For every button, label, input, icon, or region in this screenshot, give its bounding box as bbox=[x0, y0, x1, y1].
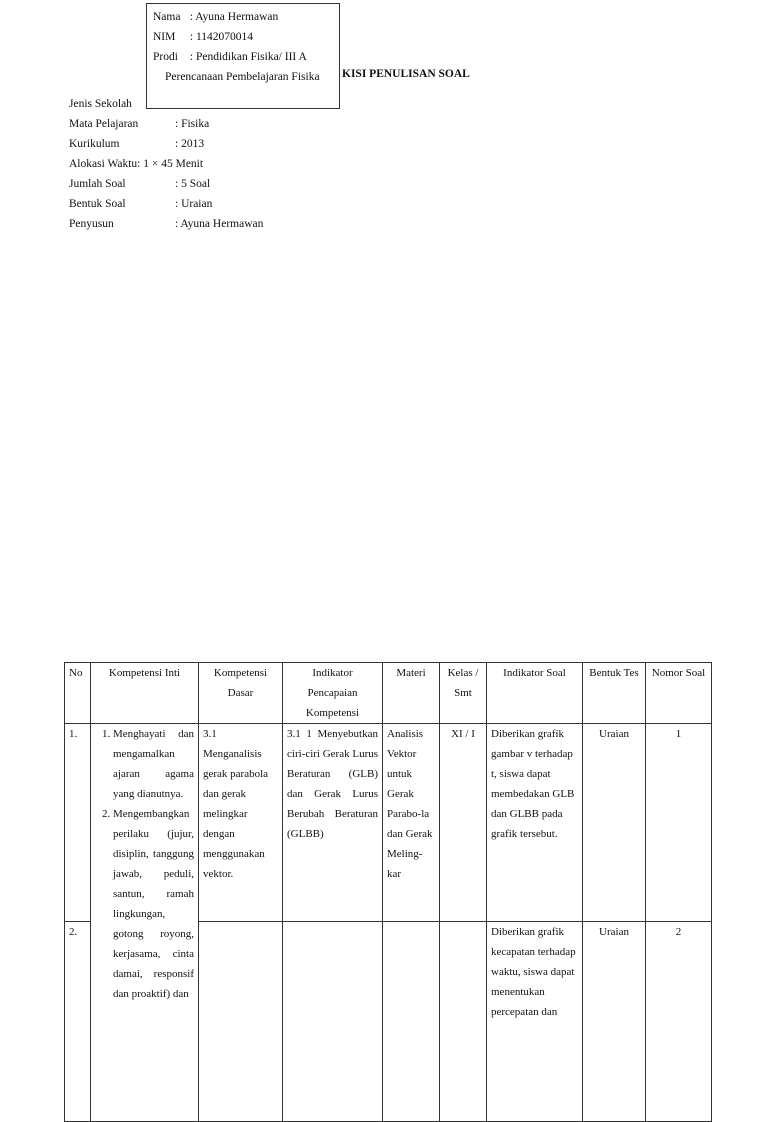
cell-indikator-pencapaian bbox=[283, 922, 383, 1122]
nim-value: : 1142070014 bbox=[189, 31, 254, 43]
meta-label: Bentuk Soal bbox=[69, 198, 126, 210]
cell-no: 1. bbox=[65, 724, 91, 922]
header-indikator-soal: Indikator Soal bbox=[487, 663, 583, 724]
cell-materi bbox=[383, 922, 440, 1122]
header-materi: Materi bbox=[383, 663, 440, 724]
identity-prodi-row bbox=[153, 47, 333, 67]
meta-label: Mata Pelajaran bbox=[69, 118, 139, 130]
nim-label: NIM bbox=[153, 31, 176, 43]
prodi-label: Prodi bbox=[153, 51, 178, 63]
list-item: 1. Menghayati dan mengamalkan ajaran agama yang dianutnya. bbox=[113, 724, 194, 804]
meta-label: Jenis Sekolah bbox=[69, 98, 132, 110]
cell-nomor-soal: 2 bbox=[646, 922, 712, 1122]
header-kelas-smt: Kelas / Smt bbox=[440, 663, 487, 724]
kisi-table bbox=[64, 662, 712, 1122]
meta-row-kurikulum bbox=[69, 134, 263, 154]
header-kompetensi-dasar: Kompetensi Dasar bbox=[199, 663, 283, 724]
cell-bentuk-tes: Uraian bbox=[583, 724, 646, 922]
cell-materi: Analisis Vektor untuk Gerak Parabo-la dan Gerak Meling-kar bbox=[383, 724, 440, 922]
meta-value: : 5 Soal bbox=[175, 178, 211, 190]
meta-value: : Fisika bbox=[175, 118, 210, 130]
cell-indikator-pencapaian: 3.1 1 Menyebutkan ciri-ciri Gerak Lurus Beraturan (GLB) dan Gerak Lurus Berubah Beraturan (GLBB) bbox=[283, 724, 383, 922]
meta-value: : Uraian bbox=[175, 198, 213, 210]
meta-row-alokasi-waktu bbox=[69, 154, 263, 174]
cell-bentuk-tes: Uraian bbox=[583, 922, 646, 1122]
cell-indikator-soal: Diberikan grafik kecapatan terhadap waktu, siswa dapat menentukan percepatan dan bbox=[487, 922, 583, 1122]
identity-nama-row bbox=[153, 7, 333, 27]
meta-row-jumlah-soal bbox=[69, 174, 263, 194]
course-name: Perencanaan Pembelajaran Fisika bbox=[165, 71, 320, 83]
list-item: 2. Mengembangkan perilaku (jujur, disiplin, tanggung jawab, peduli, santun, ramah lingkungan, gotong royong, kerjasama, cinta damai, responsif dan proaktif) dan bbox=[113, 804, 194, 1004]
header-indikator-pencapaian: Indikator Pencapaian Kompetensi bbox=[283, 663, 383, 724]
header-bentuk-tes: Bentuk Tes bbox=[583, 663, 646, 724]
meta-label: Alokasi Waktu: 1 × 45 Menit bbox=[69, 158, 204, 170]
header-no: No bbox=[65, 663, 91, 724]
nama-label: Nama bbox=[153, 11, 181, 23]
meta-value: : Ayuna Hermawan bbox=[175, 218, 264, 230]
meta-label: Kurikulum bbox=[69, 138, 120, 150]
cell-indikator-soal: Diberikan grafik gambar v terhadap t, siswa dapat membedakan GLB dan GLBB pada grafik tersebut. bbox=[487, 724, 583, 922]
cell-no: 2. bbox=[65, 922, 91, 1122]
meta-row-jenis-sekolah bbox=[69, 94, 263, 114]
header-nomor-soal: Nomor Soal bbox=[646, 663, 712, 724]
cell-nomor-soal: 1 bbox=[646, 724, 712, 922]
cell-kompetensi-inti bbox=[91, 724, 199, 1122]
prodi-value: : Pendidikan Fisika/ III A bbox=[189, 51, 307, 63]
cell-kompetensi-dasar bbox=[199, 922, 283, 1122]
meta-label: Penyusun bbox=[69, 218, 114, 230]
meta-value: : 2013 bbox=[175, 138, 205, 150]
meta-label: Jumlah Soal bbox=[69, 178, 126, 190]
meta-row-bentuk-soal bbox=[69, 194, 263, 214]
meta-row-mata-pelajaran bbox=[69, 114, 263, 134]
table-row bbox=[65, 724, 712, 922]
cell-kompetensi-dasar: 3.1 Menganalisis gerak parabola dan gerak melingkar dengan menggunakan vektor. bbox=[199, 724, 283, 922]
cell-kelas: XI / I bbox=[440, 724, 487, 922]
identity-nim-row bbox=[153, 27, 333, 47]
cell-kelas bbox=[440, 922, 487, 1122]
kompetensi-inti-list bbox=[95, 724, 194, 1004]
meta-row-penyusun bbox=[69, 214, 263, 234]
table-header-row bbox=[65, 663, 712, 724]
document-title: KISI PENULISAN SOAL bbox=[342, 68, 470, 80]
nama-value: : Ayuna Hermawan bbox=[189, 11, 279, 23]
meta-list bbox=[69, 94, 263, 234]
header-kompetensi-inti: Kompetensi Inti bbox=[91, 663, 199, 724]
